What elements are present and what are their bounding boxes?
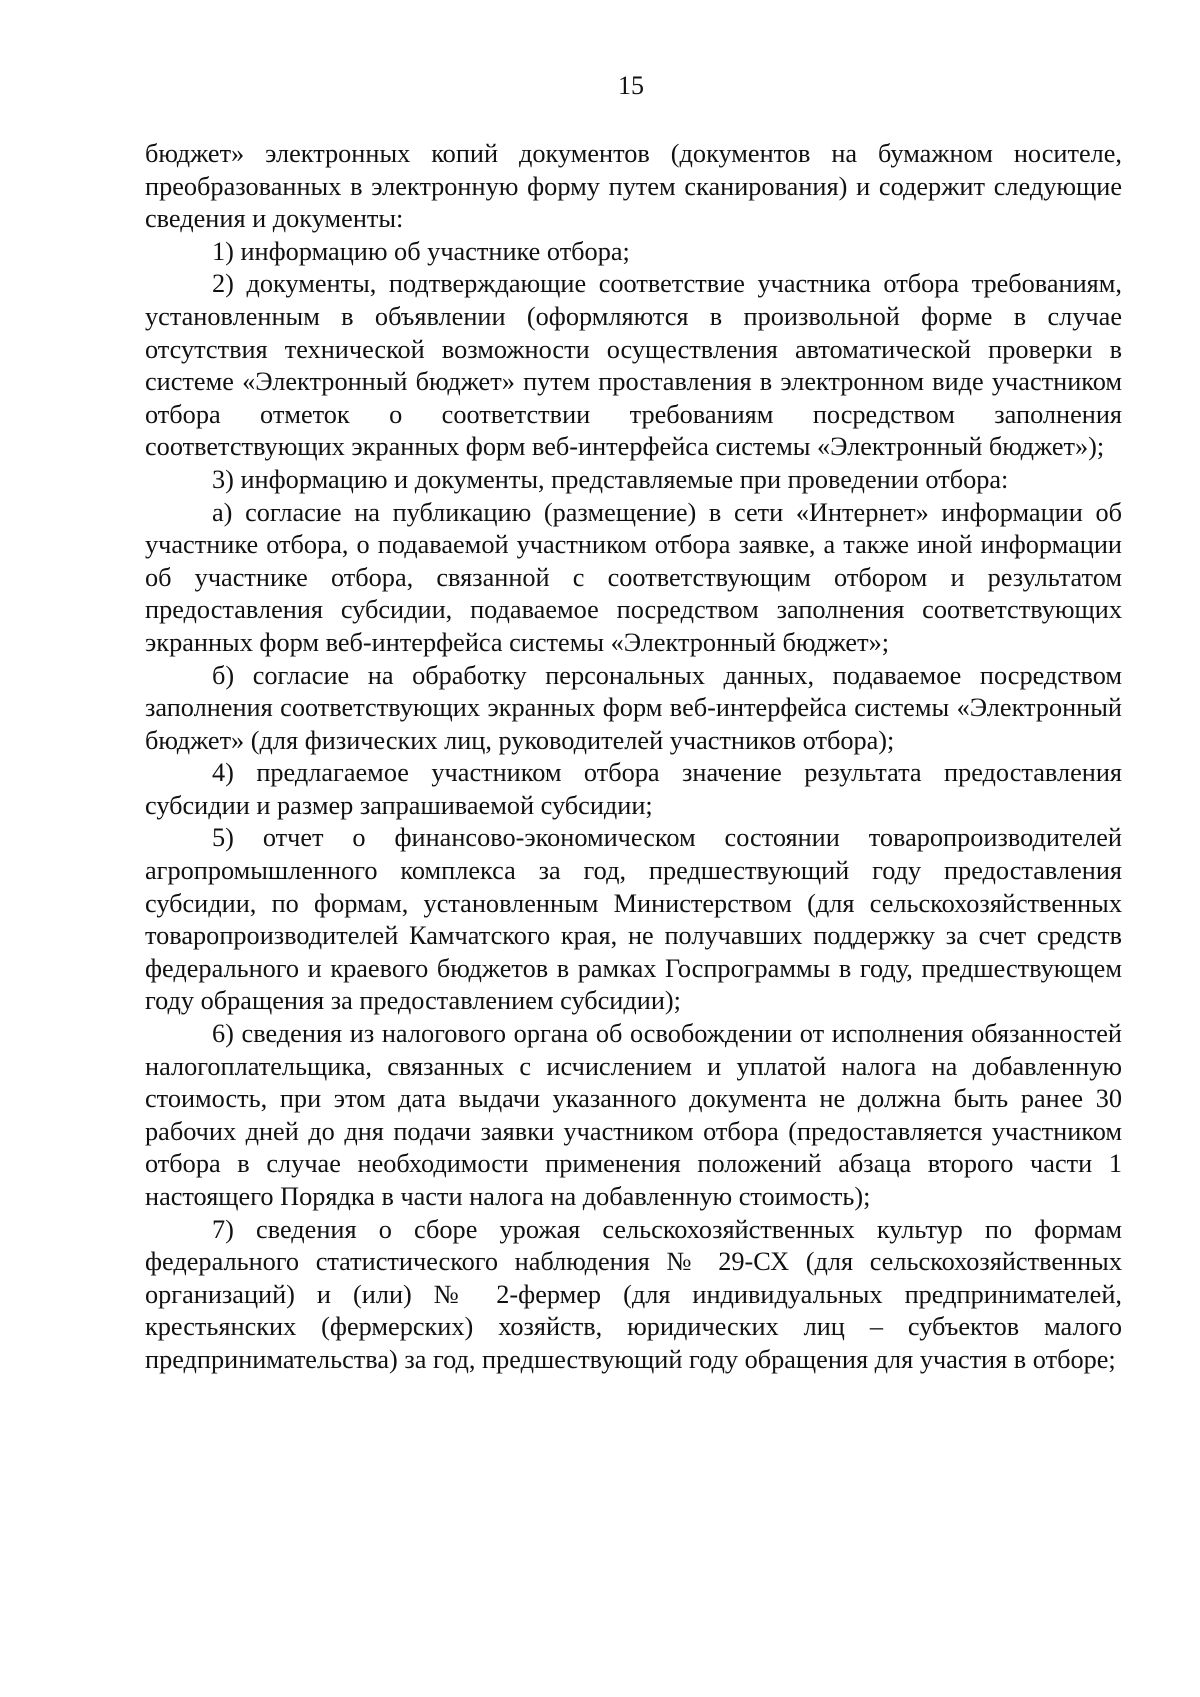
list-item-4: 4) предлагаемое участником отбора значение результата предоставления субсидии и размер запрашиваемой субсидии; [145,758,1122,820]
list-subitem-a: а) согласие на публикацию (размещение) в сети «Интернет» информации об участнике отбора, о подаваемой участником отбора заявке, а также иной информации об участнике отбора, связанной с соответствующим отбором и результатом предоставления субсидии, подаваемое посредством заполнения соответствующих экранных форм веб-интерфейса системы «Электронный бюджет»; [145,497,1122,657]
document-body [145,138,1122,1377]
list-item-7: 7) сведения о сборе урожая сельскохозяйственных культур по формам федерального статистического наблюдения № 29-СХ (для сельскохозяйственных организаций) и (или) № 2-фермер (для индивидуальных предпринимателей, крестьянских (фермерских) хозяйств, юридических лиц – субъектов малого предпринимательства) за год, предшествующий году обращения для участия в отборе; [145,1214,1122,1374]
list-subitem-b: б) согласие на обработку персональных данных, подаваемое посредством заполнения соответствующих экранных форм веб-интерфейса системы «Электронный бюджет» (для физических лиц, руководителей участников отбора); [145,660,1122,755]
list-item-5: 5) отчет о финансово-экономическом состоянии товаропроизводителей агропромышленного комплекса за год, предшествующий году предоставления субсидии, по формам, установленным Министерством (для сельскохозяйственных товаропроизводителей Камчатского края, не получавших поддержку за счет средств федерального и краевого бюджетов в рамках Госпрограммы в году, предшествующем году обращения за предоставлением субсидии); [145,823,1122,1016]
list-item-1: 1) информацию об участнике отбора; [212,236,630,266]
list-item-6: 6) сведения из налогового органа об освобождении от исполнения обязанностей налогоплательщика, связанных с исчислением и уплатой налога на добавленную стоимость, при этом дата выдачи указанного документа не должна быть ранее 30 рабочих дней до дня подачи заявки участником отбора (предоставляется участником отбора в случае необходимости применения положений абзаца второго части 1 настоящего Порядка в части налога на добавленную стоимость); [145,1019,1122,1211]
list-item-2: 2) документы, подтверждающие соответствие участника отбора требованиям, установленным в объявлении (оформляются в произвольной форме в случае отсутствия технической возможности осуществления автоматической проверки в системе «Электронный бюджет» путем проставления в электронном виде участником отбора отметок о соответствии требованиям посредством заполнения соответствующих экранных форм веб-интерфейса системы «Электронный бюджет»); [145,269,1122,462]
paragraph-intro: бюджет» электронных копий документов (документов на бумажном носителе, преобразованных в электронную форму путем сканирования) и содержит следующие сведения и документы: [145,139,1122,234]
page-number: 15 [618,71,644,100]
list-item-3: 3) информацию и документы, представляемые при проведении отбора: [212,464,1009,494]
